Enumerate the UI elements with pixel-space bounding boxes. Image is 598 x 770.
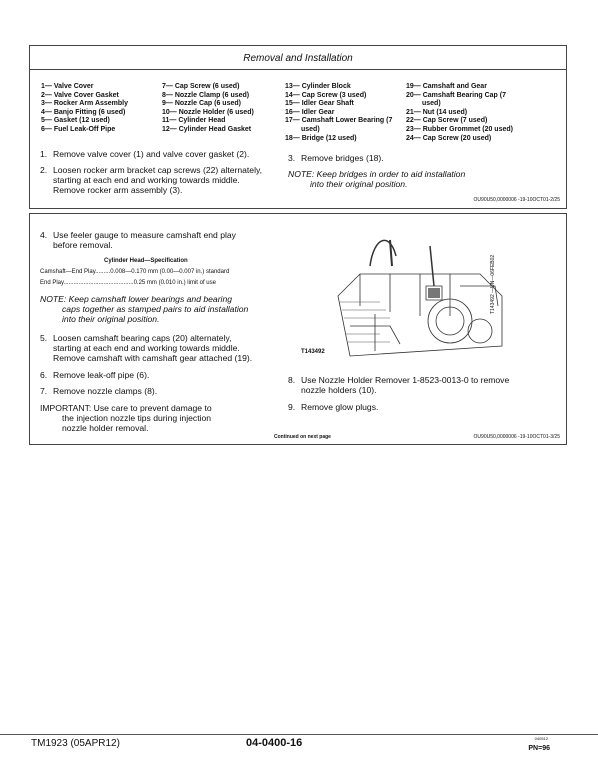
- legend-item: 18— Bridge (12 used): [285, 134, 357, 142]
- step-3: [288, 153, 384, 163]
- footer-divider: [0, 734, 598, 735]
- legend-item: 20— Camshaft Bearing Cap (7: [406, 91, 506, 99]
- step-text: nozzle holders (10).: [301, 385, 377, 395]
- legend-item: 4— Banjo Fitting (6 used): [41, 108, 126, 116]
- legend-item: 9— Nozzle Cap (6 used): [162, 100, 241, 108]
- step-text: Remove glow plugs.: [301, 402, 379, 412]
- important-text: nozzle holder removal.: [62, 423, 149, 433]
- legend-item: 13— Cylinder Block: [285, 83, 351, 90]
- legend-item: 23— Rubber Grommet (20 used): [406, 125, 513, 133]
- legend-item: 14— Cap Screw (3 used): [285, 91, 367, 99]
- image-side-label: T143492 —UN—06FEB02: [490, 254, 496, 314]
- legend-item: 1— Valve Cover: [41, 83, 94, 90]
- section-title: Removal and Installation: [243, 53, 353, 64]
- step-2: [40, 165, 262, 195]
- step-number: 5.: [40, 333, 48, 343]
- legend-item: 15— Idler Gear Shaft: [285, 100, 354, 108]
- footer-code: 040512: [534, 736, 548, 741]
- step-text: Loosen camshaft bearing caps (20) alternately,: [53, 333, 232, 343]
- step-text: Remove nozzle clamps (8).: [53, 386, 158, 396]
- step-9: [288, 402, 378, 412]
- step-text: Remove leak-off pipe (6).: [53, 370, 150, 380]
- legend-item: 6— Fuel Leak-Off Pipe: [41, 125, 116, 133]
- spec-row: Camshaft—End Play.........0.008—0.170 mm (0.00—0.007 in.) standard: [40, 269, 230, 275]
- note-text: into their original position.: [310, 179, 408, 189]
- legend-item: 17— Camshaft Lower Bearing (7: [285, 117, 393, 125]
- step-number: 9.: [288, 402, 296, 412]
- step-1: [40, 149, 249, 159]
- step-8: [288, 375, 509, 395]
- note-text: NOTE: Keep camshaft lower bearings and bearing: [40, 294, 233, 304]
- step-text: Remove bridges (18).: [301, 153, 384, 163]
- legend-item: 24— Cap Screw (20 used): [406, 134, 492, 142]
- legend-item: 2— Valve Cover Gasket: [41, 91, 119, 99]
- step-text: Remove rocker arm assembly (3).: [53, 185, 183, 195]
- note-camshaft: [40, 294, 248, 324]
- camshaft-panel: [29, 213, 567, 445]
- continued-notice: Continued on next page: [274, 434, 331, 440]
- step-text: starting at each end and working towards middle.: [53, 175, 240, 185]
- manual-id: TM1923 (05APR12): [31, 738, 120, 749]
- step-number: 7.: [40, 386, 48, 396]
- legend-item: 7— Cap Screw (6 used): [162, 83, 240, 90]
- step-4: [40, 230, 236, 250]
- step-text: Remove valve cover (1) and valve cover gasket (2).: [53, 149, 250, 159]
- step-number: 4.: [40, 230, 48, 240]
- pn-number: PN=96: [528, 745, 550, 752]
- image-label: T143492: [301, 349, 325, 355]
- legend-column-2: [162, 83, 254, 135]
- legend-item: used): [301, 125, 320, 133]
- document-code: OU90U50,0000006 -19-10OCT01-3/25: [473, 434, 560, 440]
- step-text: Remove camshaft with camshaft gear attached (19).: [53, 353, 253, 363]
- legend-column-4: [406, 83, 513, 143]
- engine-drawing-icon: [330, 226, 514, 366]
- legend-item: 8— Nozzle Clamp (6 used): [162, 91, 250, 99]
- legend-item: 21— Nut (14 used): [406, 108, 468, 116]
- note-bridges: [288, 169, 465, 189]
- important-text: the injection nozzle tips during injection: [62, 413, 212, 423]
- legend-item: 5— Gasket (12 used): [41, 117, 110, 125]
- legend-item: 19— Camshaft and Gear: [406, 83, 487, 90]
- legend-item: 11— Cylinder Head: [162, 117, 226, 125]
- important-notice: [40, 403, 212, 433]
- header-divider: [30, 69, 566, 70]
- step-number: 1.: [40, 149, 48, 159]
- step-number: 3.: [288, 153, 296, 163]
- legend-item: 16— Idler Gear: [285, 108, 335, 116]
- legend-column-3: [285, 83, 392, 143]
- step-number: 2.: [40, 165, 48, 175]
- legend-item: 10— Nozzle Holder (6 used): [162, 108, 254, 116]
- step-number: 6.: [40, 370, 48, 380]
- legend-item: 12— Cylinder Head Gasket: [162, 125, 252, 133]
- step-number: 8.: [288, 375, 296, 385]
- step-text: Use feeler gauge to measure camshaft end play: [53, 230, 236, 240]
- step-text: Loosen rocker arm bracket cap screws (22) alternately,: [53, 165, 263, 175]
- note-text: caps together as stamped pairs to aid installation: [62, 304, 249, 314]
- step-5: [40, 333, 252, 363]
- removal-panel: [29, 45, 567, 209]
- legend-item: used): [422, 100, 441, 108]
- camshaft-illustration: [330, 226, 514, 366]
- step-text: starting at each end and working towards middle.: [53, 343, 240, 353]
- legend-item: 22— Cap Screw (7 used): [406, 117, 488, 125]
- step-text: before removal.: [53, 240, 113, 250]
- step-7: [40, 386, 157, 396]
- step-6: [40, 370, 149, 380]
- document-code: OU90U50,0000006 -19-10OCT01-2/25: [473, 197, 560, 203]
- legend-column-1: [41, 83, 128, 135]
- note-text: into their original position.: [62, 314, 160, 324]
- important-text: IMPORTANT: Use care to prevent damage to: [40, 403, 212, 413]
- page-number: 04-0400-16: [246, 737, 303, 749]
- spec-row: End Play..........................................0.25 mm (0.010 in.) limit of use: [40, 280, 216, 286]
- note-text: NOTE: Keep bridges in order to aid installation: [288, 169, 466, 179]
- spec-title: Cylinder Head—Specification: [104, 258, 188, 264]
- legend-item: 3— Rocker Arm Assembly: [41, 100, 129, 108]
- step-text: Use Nozzle Holder Remover 1-8523-0013-0 to remove: [301, 375, 510, 385]
